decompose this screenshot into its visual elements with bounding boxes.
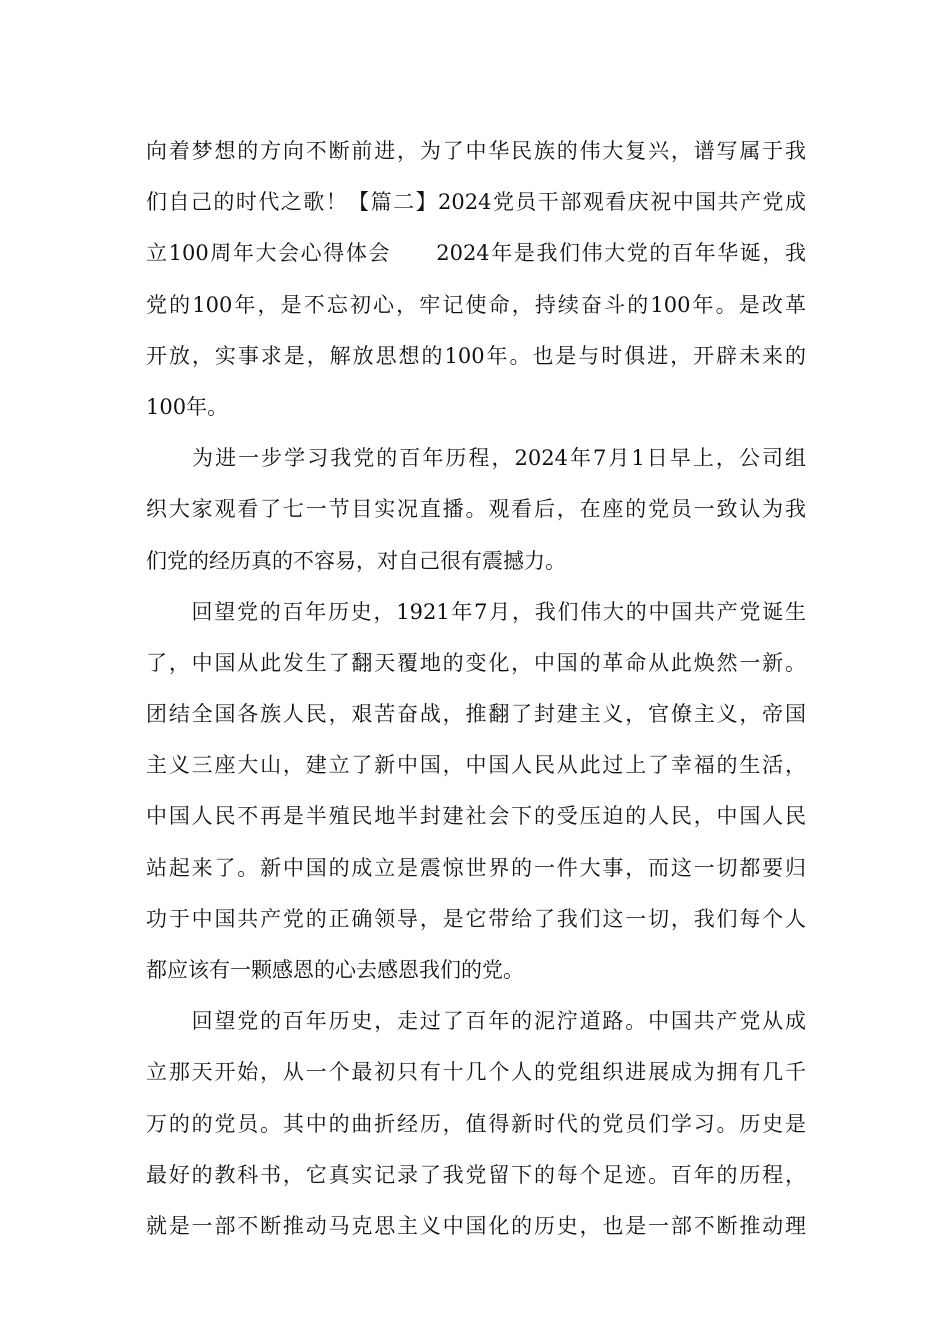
text-line: 最好的教科书，它真实记录了我党留下的每个足迹。百年的历程，: [146, 1162, 806, 1187]
text-line: 功于中国共产党的正确领导，是它带给了我们这一切，我们每个人: [146, 906, 806, 931]
text-line: 党的100年，是不忘初心，牢记使命，持续奋斗的100年。是改革: [146, 292, 806, 317]
text-line: 100年。: [146, 394, 229, 419]
text-line: 万的的党员。其中的曲折经历，值得新时代的党员们学习。历史是: [146, 1111, 806, 1136]
text-line: 开放，实事求是，解放思想的100年。也是与时俱进，开辟未来的: [146, 343, 806, 368]
text-line: 中国人民不再是半殖民地半封建社会下的受压迫的人民，中国人民: [146, 804, 806, 829]
text-line: 回望党的百年历史，走过了百年的泥泞道路。中国共产党从成: [146, 1009, 806, 1034]
text-line: 们党的经历真的不容易，对自己很有震撼力。: [146, 548, 566, 573]
text-line: 都应该有一颗感恩的心去感恩我们的党。: [146, 958, 524, 982]
text-line: 立那天开始，从一个最初只有十几个人的党组织进展成为拥有几千: [146, 1060, 806, 1085]
text-line: 站起来了。新中国的成立是震惊世界的一件大事，而这一切都要归: [146, 855, 806, 880]
text-line: 立100周年大会心得体会 2024年是我们伟大党的百年华诞，我: [146, 241, 806, 266]
text-line: 主义三座大山，建立了新中国，中国人民从此过上了幸福的生活，: [146, 753, 806, 778]
text-line: 向着梦想的方向不断前进，为了中华民族的伟大复兴，谱写属于我: [146, 139, 806, 163]
text-line: 就是一部不断推动马克思主义中国化的历史，也是一部不断推动理: [146, 1213, 806, 1238]
text-line: 为进一步学习我党的百年历程，2024年7月1日早上，公司组: [146, 446, 806, 471]
text-line: 回望党的百年历史，1921年7月，我们伟大的中国共产党诞生: [146, 599, 806, 624]
document-body: [146, 126, 806, 1252]
text-line: 们自己的时代之歌！【篇二】2024党员干部观看庆祝中国共产党成: [146, 190, 806, 215]
text-line: 团结全国各族人民，艰苦奋战，推翻了封建主义，官僚主义，帝国: [146, 702, 806, 727]
text-line: 了，中国从此发生了翻天覆地的变化，中国的革命从此焕然一新。: [146, 650, 806, 675]
text-line: 织大家观看了七一节目实况直播。观看后，在座的党员一致认为我: [146, 497, 806, 522]
